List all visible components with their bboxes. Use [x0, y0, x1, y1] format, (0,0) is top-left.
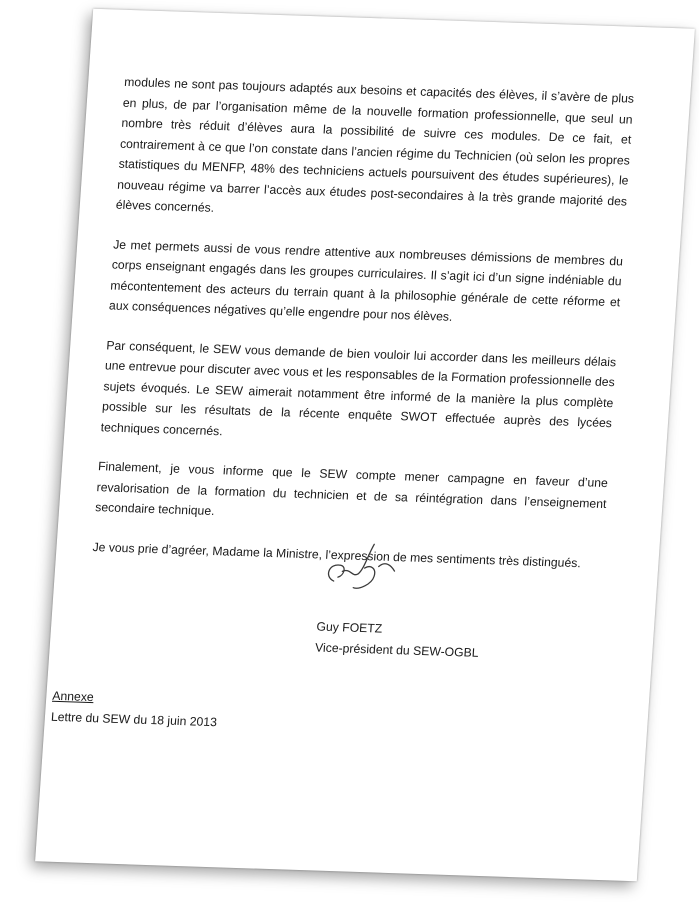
annex-label: Annexe: [51, 688, 95, 705]
signature-block: [314, 537, 562, 667]
paragraph-campaign: Finalement, je vous informe que le SEW compte mener campagne en faveur d’une revalorisation de la formation du technicien et de sa réintégration dans l’enseignement secondaire technique.: [94, 459, 609, 519]
paragraph-modules: modules ne sont pas toujours adaptés aux besoins et capacités des élèves, il s’avère de plus en plus, de par l’organisation même de la nouvelle formation professionnelle, que seul un nombre très réduit d’élèves aura la possibilité de suivre ces modules. De ce fait, et contrairement à ce que l’on constate dans l’ancien régime du Technicien (où selon les propres statistiques du MENFP, 48% des techniciens actuels poursuivent des études supérieures), le nouveau régime va barrer l’accès aux études post-secondaires à la très grande majorité des élèves concernés.: [115, 74, 635, 215]
letter-page: [35, 9, 695, 882]
signatory-name: Guy FOETZ: [316, 619, 383, 636]
signatory-title: Vice-président du SEW-OGBL: [314, 640, 480, 660]
paragraph-resignations: Je met permets aussi de vous rendre attentive aux nombreuses démissions de membres du corps enseignant engagés dans les groupes curriculaires. Il s’agit ici d’un signe indéniable du mécontentement des acteurs du terrain quant à la philosophie générale de cette réforme et aux conséquences négatives qu’elle engendre pour nos élèves.: [108, 237, 624, 324]
letter-body: [92, 72, 635, 574]
handwritten-signature: [319, 537, 413, 600]
paragraph-meeting-request: Par conséquent, le SEW vous demande de bien vouloir lui accorder dans les meilleurs délais une entrevue pour discuter avec vous et les responsables de la Formation professionnelle des sujets évoqués. Le SEW aimerait notamment être informé de la manière la plus complète possible sur les résultats de la récente enquête SWOT effectuée auprès des lycées techniques concernés.: [100, 337, 617, 438]
annex-block: [50, 686, 353, 738]
paragraph-closing: Je vous prie d’agréer, Madame la Ministre, l’expression de mes sentiments très distingués.: [92, 539, 582, 570]
annex-item: Lettre du SEW du 18 juin 2013: [50, 709, 218, 730]
